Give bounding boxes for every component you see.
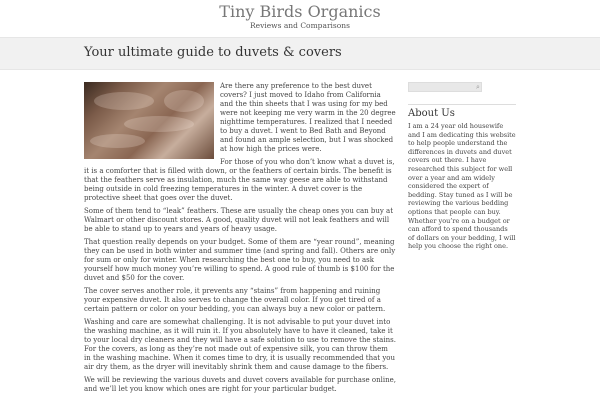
duvet-photo — [84, 82, 214, 159]
page-title: Your ultimate guide to duvets & covers — [84, 45, 342, 60]
article-paragraph: The cover serves another role, it prevents any “stains” from happening and ruining your expensive duvet. It also serves to change the overall color. If you get tired of a certain pattern or color on your bedding, you can always buy a new color or pattern. — [84, 287, 386, 313]
page-title-bar — [0, 37, 600, 70]
article-paragraph: For those of you who don’t know what a duvet is, it is a comforter that is filled with down, or the feathers of certain birds. The benefit is that the feathers serve as insulation, much the same way geese are able to withstand being outside in cold freezing temperatures in the winter. A duvet cover is the protective sheet that goes over the duvet. — [84, 158, 395, 202]
article-paragraph: Some of them tend to “leak” feathers. These are usually the cheap ones you can buy at Walmart or other discount stores. A good, quality duvet will not leak feathers and will be able to stand up to years and years of heavy usage. — [84, 207, 394, 233]
about-us-text: I am a 24 year old housewife and I am dedicating this website to help people understand the differences in duvets and duvet covers out there. I have researched this subject for well over a year and am widely considered the expert of bedding. Stay tuned as I will be reviewing the various bedding options that people can buy. Whether you’re on a budget or can afford to spend thousands of dollars on your bedding, I will help you choose the right one. — [408, 122, 516, 251]
site-tagline: Reviews and Comparisons — [250, 21, 350, 30]
article-paragraph: We will be reviewing the various duvets and duvet covers available for purchase online, and we’ll let you know which ones are right for your particular budget. — [84, 376, 396, 393]
sidebar — [408, 82, 516, 251]
article-paragraph: Are there any preference to the best duvet covers? I just moved to Idaho from California and the thin sheets that I was using for my bed were not keeping me very warm in the 20 degree nighttime temperatures. I realized that I needed to buy a duvet. I went to Bed Bath and Beyond and found an ample selection, but I was shocked at how high the prices were. — [220, 82, 396, 153]
article-paragraph: That question really depends on your budget. Some of them are “year round”, meaning they can be used in both winter and summer time (and spring and fall). Others are only for sum or only for winter. When researching the best one to buy, you need to ask yourself how much money you’re willing to spend. A good rule of thumb is $100 for the duvet and $50 for the cover. — [84, 238, 396, 282]
about-us-heading: About Us — [408, 104, 516, 120]
site-title[interactable]: Tiny Birds Organics — [219, 2, 381, 21]
search-icon[interactable]: ⌕ — [476, 83, 480, 91]
article-content — [84, 82, 396, 398]
search-input[interactable] — [408, 82, 482, 92]
article-paragraph: Washing and care are somewhat challenging. It is not advisable to put your duvet into the washing machine, as it will ruin it. If you absolutely have to have it cleaned, take it to your local dry cleaners and they will have a safe solution to use to remove the stains. For the covers, as long as they’re not made out of expensive silk, you can throw them in the washing machine. When it comes time to dry, it is usually recommended that you air dry them, as the dryer will inevitably shrink them and cause damage to the fibers. — [84, 318, 396, 371]
